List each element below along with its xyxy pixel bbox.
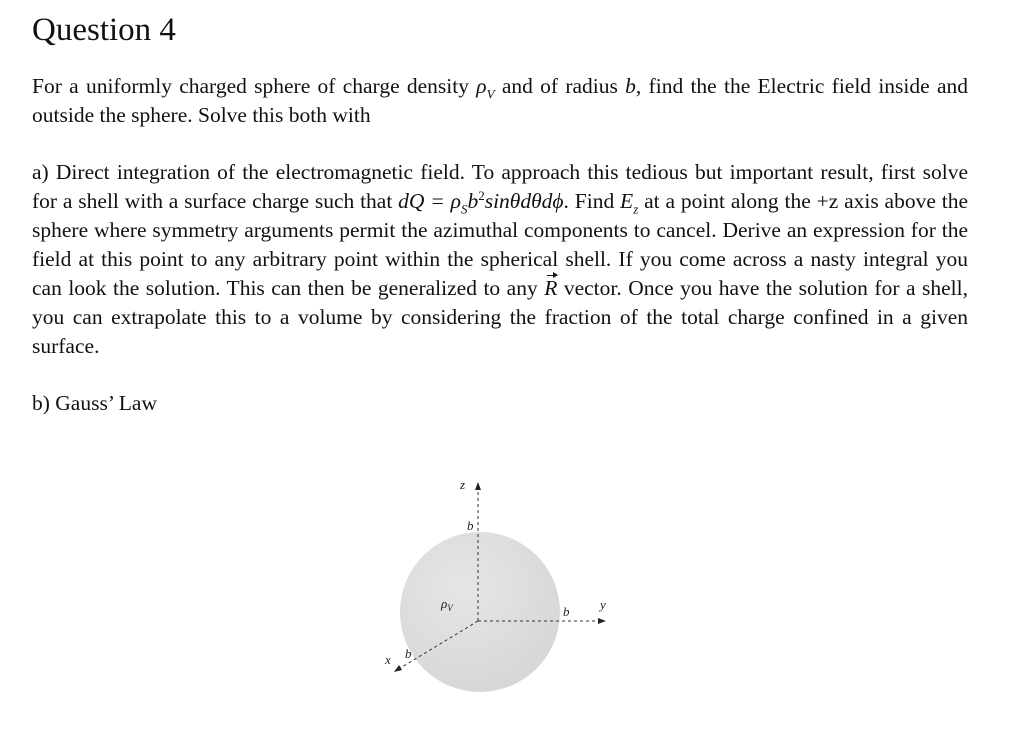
- b-x-label: b: [405, 646, 412, 661]
- x-label: x: [385, 652, 391, 667]
- y-label: y: [600, 597, 606, 612]
- z-arrow-icon: [475, 482, 481, 490]
- z-label: z: [460, 477, 466, 492]
- intro-paragraph: For a uniformly charged sphere of charge density $\rho_V$ and of radius b, find the the Electric field inside and outside the sphere. Solve this both with: [32, 74, 969, 127]
- page-title: Question 4: [32, 12, 176, 48]
- vector-r: R: [544, 276, 558, 300]
- b-z-label: b: [467, 518, 474, 533]
- rho-label: $\rho_V$: [441, 596, 453, 613]
- sphere: [400, 532, 560, 692]
- part-a-paragraph: a) Direct integration of the electromagnetic field. To approach this tedious but important result, first solve for a shell with a surface charge such that dQ = $\rho_Sb^2\sin\theta d\theta d\phi$. Find $E_z$ at a point along the +z axis above the sphere where symmetry arguments permit the azimuthal components to cancel. Derive an expression for the field at this point to any arbitrary point within the spherical shell. If you come across a nasty integral you can look the solution. This can then be generalized to any R vector. Once you have the solution for a shell, you can extrapolate this to a volume by considering the fraction of the total charge confined in a given surface.: [32, 160, 968, 358]
- b-y-label: b: [563, 604, 570, 619]
- x-arrow-icon: [394, 665, 402, 672]
- part-b-heading: b) Gauss’ Law: [32, 391, 157, 415]
- y-arrow-icon: [598, 618, 606, 624]
